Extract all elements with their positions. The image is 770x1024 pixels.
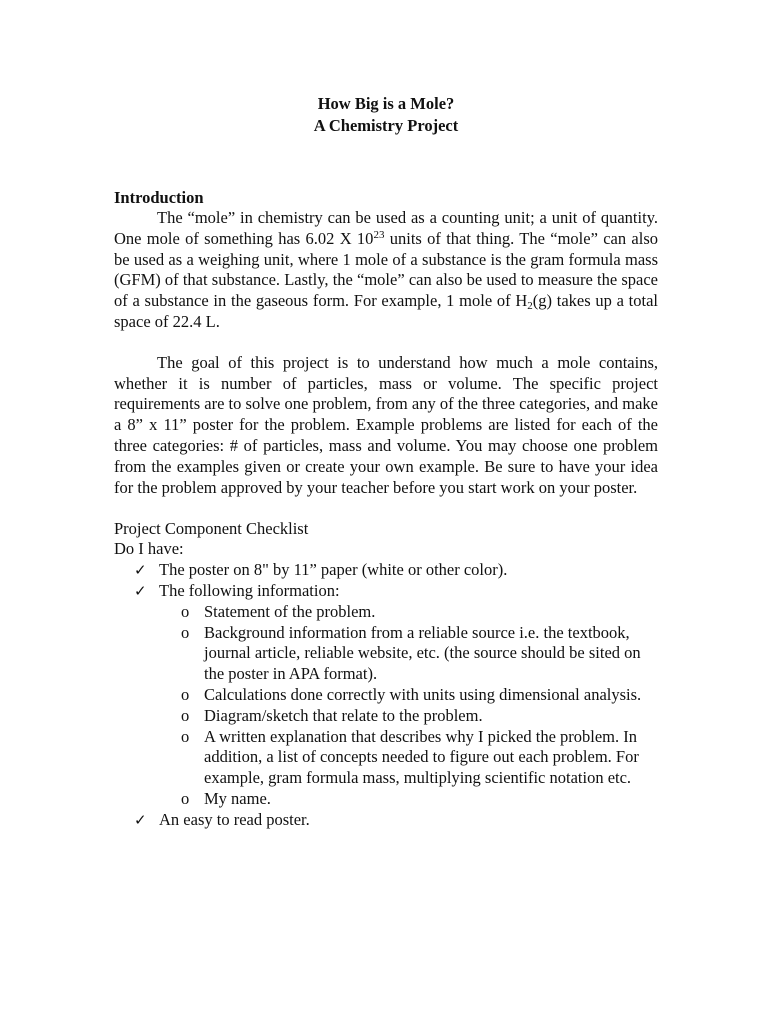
checklist-item xyxy=(114,810,658,831)
checklist-item-text: The poster on 8" by 11” paper (white or other color). xyxy=(159,560,508,580)
checklist-item xyxy=(114,560,658,581)
sub-item xyxy=(159,685,658,706)
intro-p1-text-b: units of that thing. The “mole” can also be used as a weighing unit, where 1 mole of a substance is the gram formula mass (GFM) of that substance. Lastly, the “mole” can also be used to measure the space of a substance in the gaseous form. For example, 1 mole of H xyxy=(114,228,659,311)
circle-bullet-icon: o xyxy=(181,705,190,725)
intro-paragraph-2: The goal of this project is to understand how much a mole contains, whether it is number of particles, mass or volume. The specific project requirements are to solve one problem, from any of the three categories, and make a 8” x 11” poster for the problem. Example problems are listed for each of the three categories: # of particles, mass and volume. You may choose one problem from the examples given or create your own example. Be sure to have your idea for the problem approved by your teacher before you start work on your poster. xyxy=(114,352,658,497)
circle-bullet-icon: o xyxy=(181,788,190,808)
intro-paragraph-1 xyxy=(114,208,658,333)
checklist-item-text: The following information: xyxy=(159,580,340,600)
circle-bullet-icon: o xyxy=(181,684,190,704)
introduction-heading: Introduction xyxy=(114,188,204,207)
sub-item xyxy=(159,602,658,623)
circle-bullet-icon: o xyxy=(181,601,190,621)
sub-item xyxy=(159,727,658,789)
sub-item xyxy=(159,706,658,727)
checklist-item-text: An easy to read poster. xyxy=(159,809,310,829)
intro-p1-text-c: (g) takes up a total space of 22.4 L. xyxy=(114,291,659,331)
checkmark-icon: ✓ xyxy=(134,561,147,580)
sub-item xyxy=(159,789,658,810)
checklist-title: Project Component Checklist xyxy=(114,519,309,539)
exponent: 23 xyxy=(373,228,385,241)
checklist-item xyxy=(114,581,658,810)
checklist xyxy=(114,560,658,830)
sub-item-text: Calculations done correctly with units using dimensional analysis. xyxy=(204,684,642,704)
checkmark-icon: ✓ xyxy=(134,810,147,829)
intro-p1-text-a: The “mole” in chemistry can be used as a counting unit; a unit of quantity. One mole of something has 6.02 X 10 xyxy=(114,208,658,248)
document-title xyxy=(114,93,658,137)
document-page xyxy=(114,93,658,831)
sub-checklist xyxy=(159,602,658,810)
sub-item-text: My name. xyxy=(204,788,271,808)
circle-bullet-icon: o xyxy=(181,622,190,642)
sub-item-text: Statement of the problem. xyxy=(204,601,376,621)
title-line-2: A Chemistry Project xyxy=(313,116,459,135)
subscript: 2 xyxy=(527,300,533,313)
sub-item-text: Background information from a reliable source i.e. the textbook, journal article, reliable website, etc. (the source should be sited on the poster in APA format). xyxy=(204,622,641,684)
checklist-prompt: Do I have: xyxy=(114,539,184,559)
sub-item xyxy=(159,623,658,685)
circle-bullet-icon: o xyxy=(181,726,190,746)
checkmark-icon: ✓ xyxy=(134,581,147,600)
sub-item-text: A written explanation that describes why I picked the problem. In addition, a list of concepts needed to figure out each problem. For example, gram formula mass, multiplying scientific notation etc. xyxy=(204,726,639,788)
sub-item-text: Diagram/sketch that relate to the problem. xyxy=(204,705,483,725)
title-line-1: How Big is a Mole? xyxy=(317,94,455,113)
